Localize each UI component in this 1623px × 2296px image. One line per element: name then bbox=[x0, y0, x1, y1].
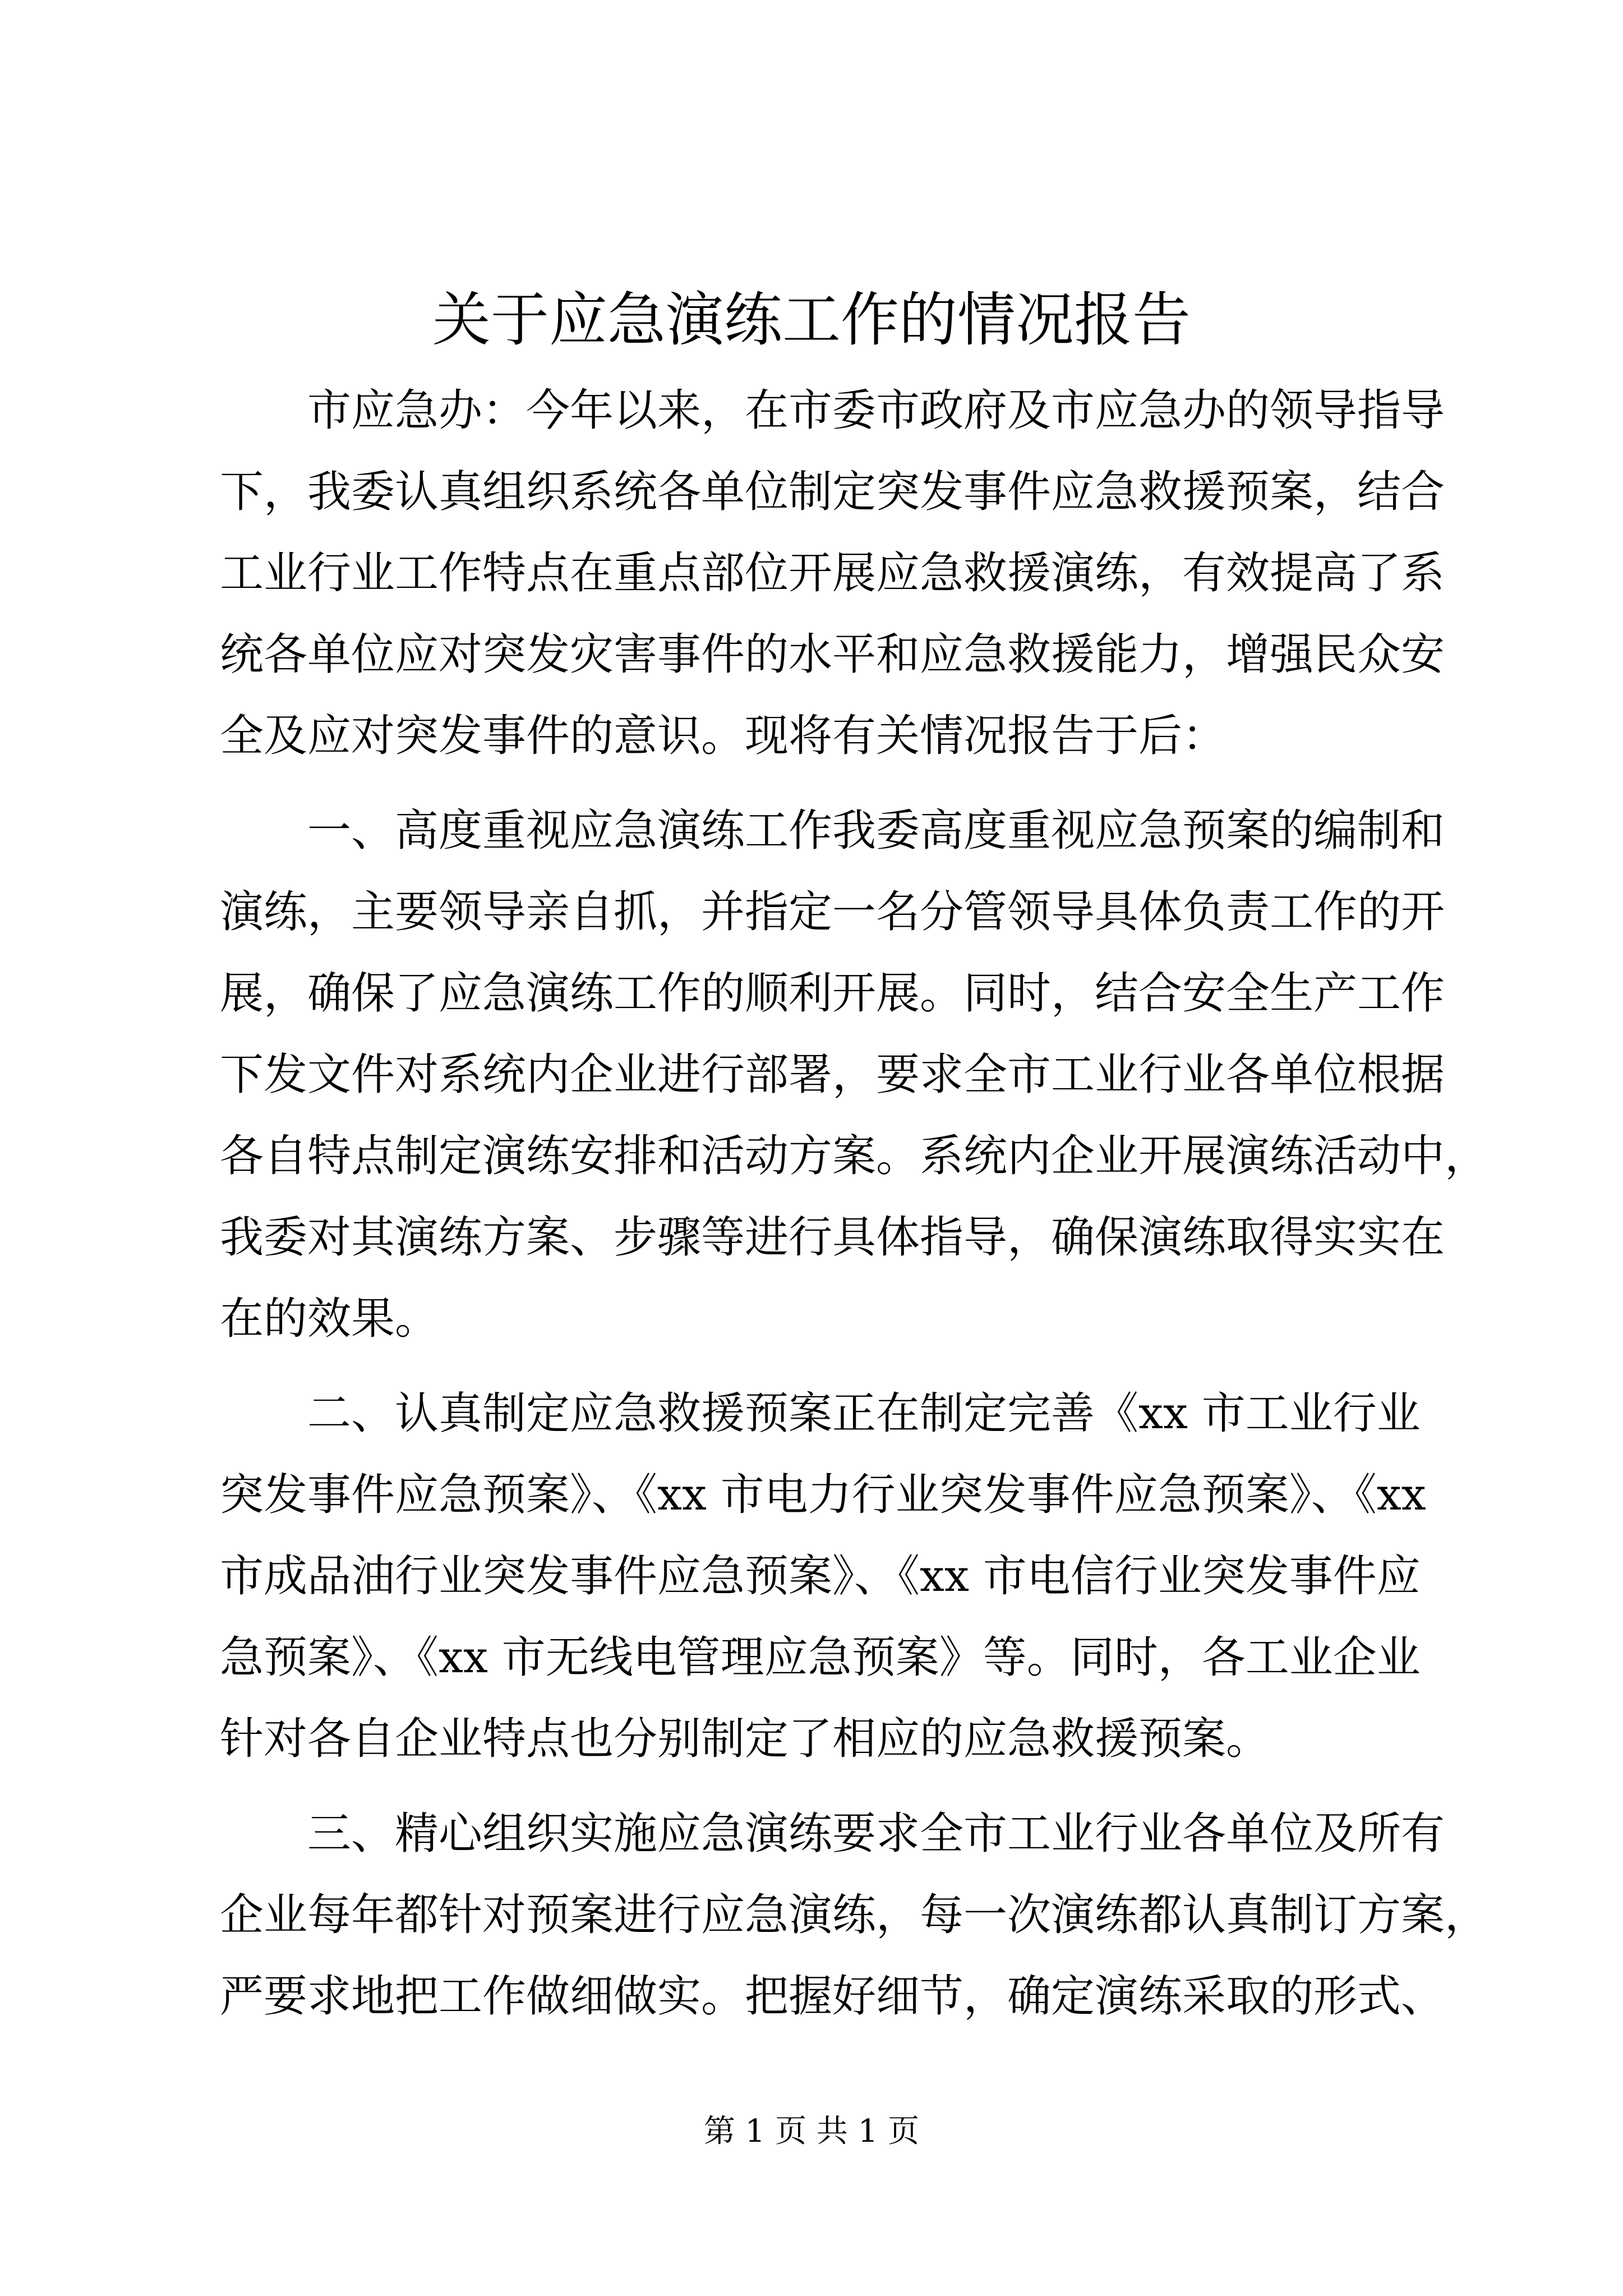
page-footer: 第 1 页 共 1 页 bbox=[703, 2113, 920, 2150]
text-line: 展，确保了应急演练工作的顺利开展。同时，结合安全生产工作 bbox=[220, 968, 1445, 1019]
paragraph-section-1 bbox=[220, 790, 1489, 1360]
text-line: 下，我委认真组织系统各单位制定突发事件应急救援预案，结合 bbox=[220, 467, 1445, 517]
document-body bbox=[220, 370, 1489, 2037]
text-line: 严要求地把工作做细做实。把握好细节，确定演练采取的形式、 bbox=[220, 1971, 1445, 2022]
text-line: 针对各自企业特点也分别制定了相应的应急救援预案。 bbox=[220, 1714, 1270, 1764]
text-line: 下发文件对系统内企业进行部署，要求全市工业行业各单位根据 bbox=[220, 1050, 1445, 1100]
text-line: 一、高度重视应急演练工作我委高度重视应急预案的编制和 bbox=[307, 806, 1445, 856]
text-line: 我委对其演练方案、步骤等进行具体指导，确保演练取得实实在 bbox=[220, 1212, 1445, 1263]
paragraph-intro bbox=[220, 370, 1445, 777]
text-line: 急预案》、《xx 市无线电管理应急预案》等。同时，各工业企业 bbox=[220, 1632, 1421, 1683]
text-line: 市成品油行业突发事件应急预案》、《xx 市电信行业突发事件应 bbox=[220, 1551, 1421, 1602]
text-line: 在的效果。 bbox=[220, 1294, 439, 1344]
text-line: 企业每年都针对预案进行应急演练，每一次演练都认真制订方案， bbox=[220, 1890, 1489, 1940]
text-line: 全及应对突发事件的意识。现将有关情况报告于后： bbox=[220, 711, 1227, 761]
text-line: 工业行业工作特点在重点部位开展应急救援演练，有效提高了系 bbox=[220, 548, 1445, 599]
document-title: 关于应急演练工作的情况报告 bbox=[432, 286, 1191, 354]
text-line: 二、认真制定应急救援预案正在制定完善《xx 市工业行业 bbox=[307, 1388, 1421, 1439]
text-line: 演练，主要领导亲自抓，并指定一名分管领导具体负责工作的开 bbox=[220, 887, 1445, 937]
text-line: 突发事件应急预案》、《xx 市电力行业突发事件应急预案》、《xx bbox=[220, 1470, 1426, 1520]
text-line: 统各单位应对突发灾害事件的水平和应急救援能力，增强民众安 bbox=[220, 629, 1445, 680]
paragraph-section-2 bbox=[220, 1373, 1426, 1780]
text-line: 市应急办：今年以来，在市委市政府及市应急办的领导指导 bbox=[307, 385, 1445, 436]
text-line: 三、精心组织实施应急演练要求全市工业行业各单位及所有 bbox=[307, 1809, 1445, 1859]
paragraph-section-3 bbox=[220, 1793, 1489, 2037]
text-line: 各自特点制定演练安排和活动方案。系统内企业开展演练活动中， bbox=[220, 1131, 1489, 1181]
